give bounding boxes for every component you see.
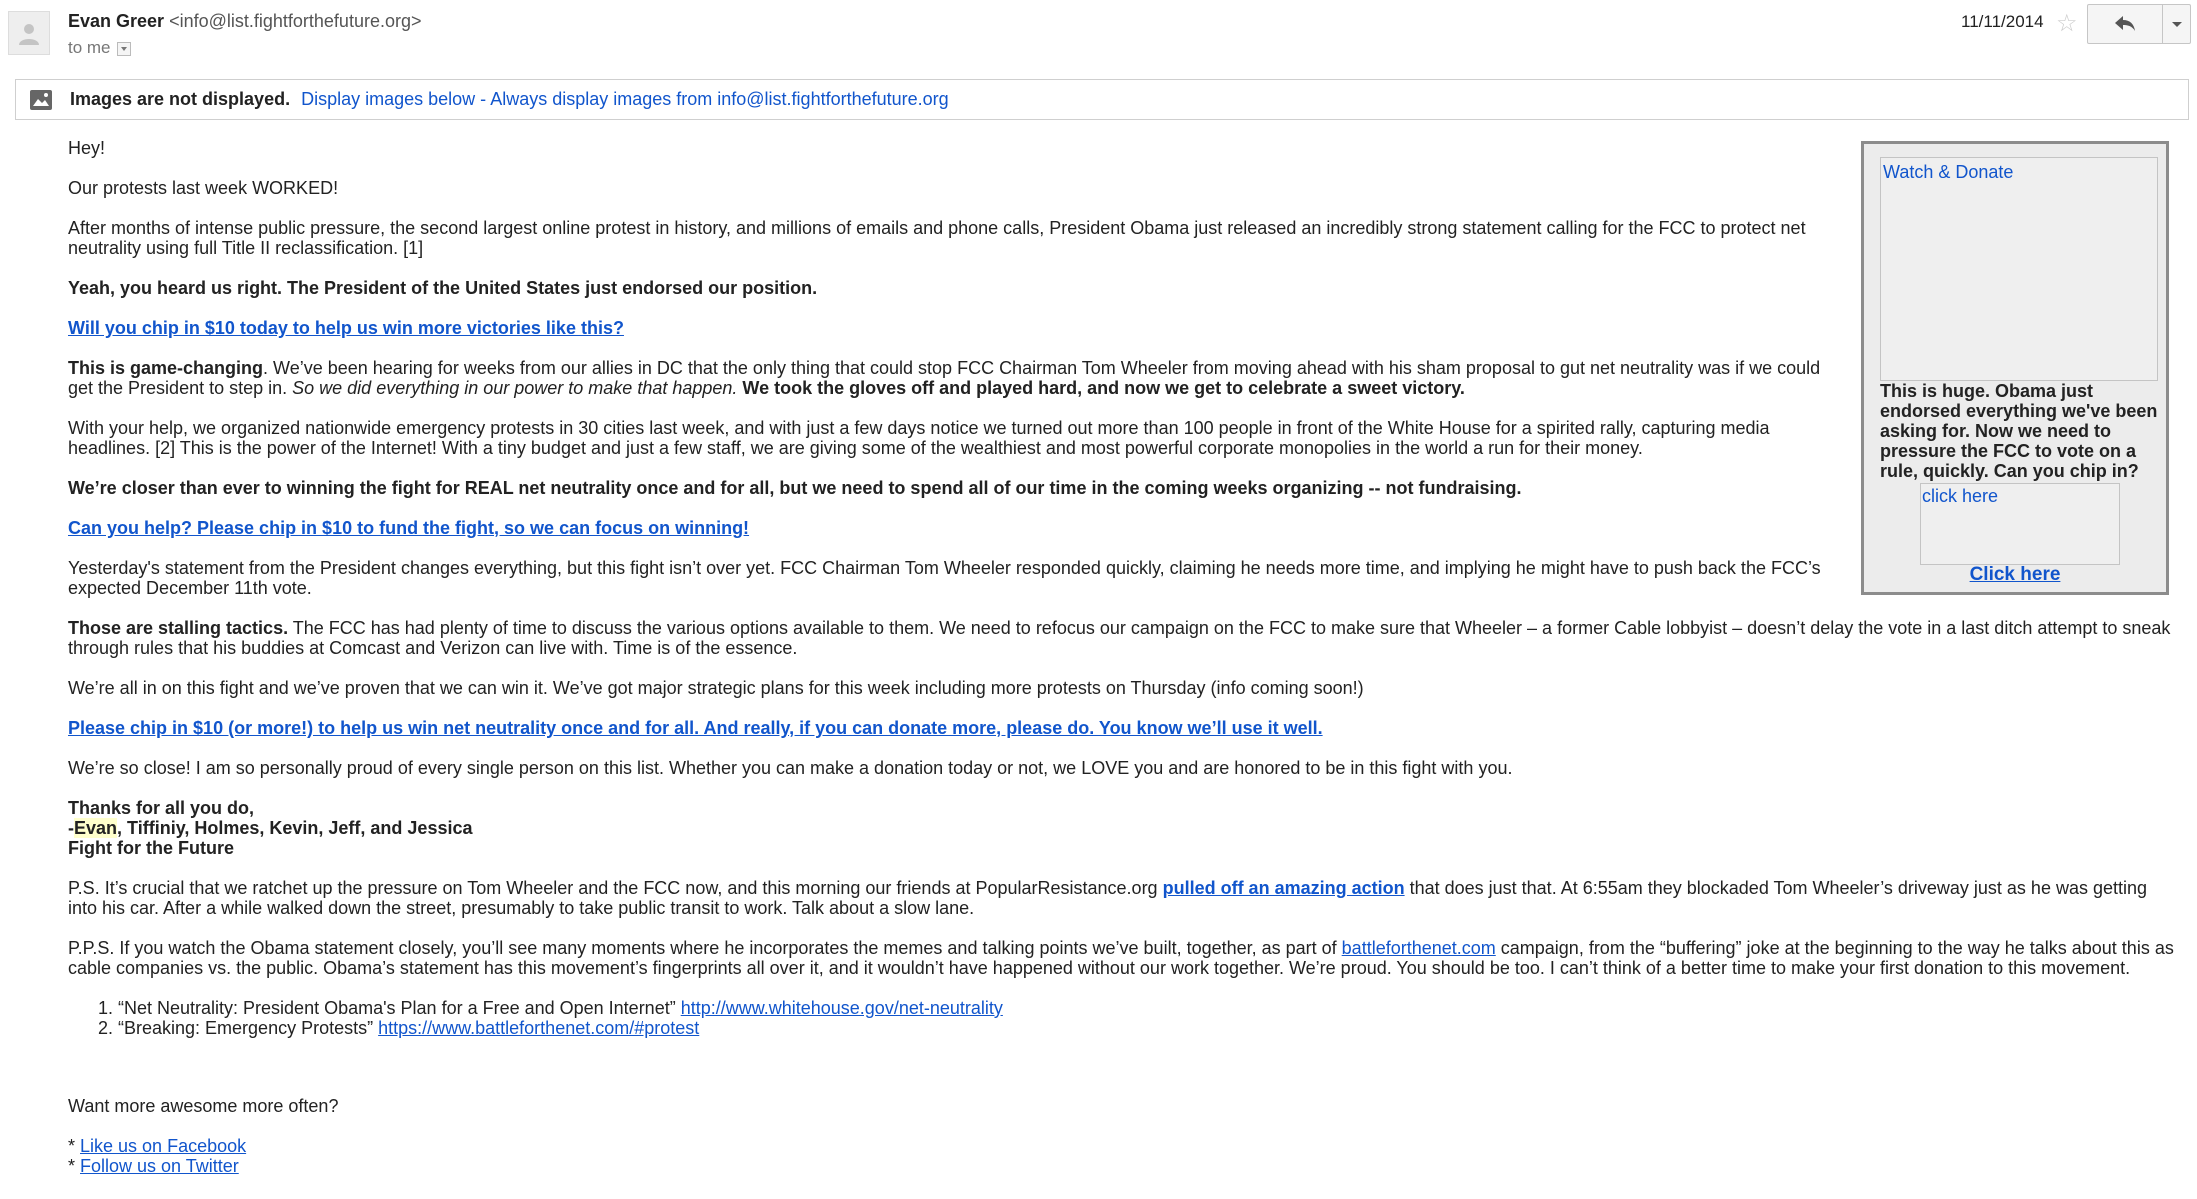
references-list: [68, 998, 2178, 1038]
ps-text-a: P.S. It’s crucial that we ratchet up the pressure on Tom Wheeler and the FCC now, and this morning our friends at PopularResistance.org: [68, 878, 1163, 898]
paragraph-8: [68, 618, 2178, 658]
recipient-label: to me: [68, 38, 111, 57]
amazing-action-link[interactable]: pulled off an amazing action: [1162, 878, 1405, 898]
paragraph-6: We’re closer than ever to winning the fight for REAL net neutrality once and for all, but we need to spend all of our time in the coming weeks organizing -- not fundraising.: [68, 478, 1522, 498]
reference-item: [118, 998, 2178, 1018]
reply-button-group: [2087, 4, 2191, 44]
donate-link-2[interactable]: Can you help? Please chip in $10 to fund the fight, so we can focus on winning!: [68, 518, 750, 538]
donate-link-3[interactable]: Please chip in $10 (or more!) to help us win net neutrality once and for all. And really, if you can donate more, please do. You know we’ll use it well.: [68, 718, 1323, 738]
more-awesome: Want more awesome more often?: [68, 1096, 339, 1116]
postscript: [68, 878, 2178, 918]
twitter-link[interactable]: Follow us on Twitter: [80, 1156, 239, 1176]
sender-avatar: [8, 11, 50, 55]
greeting: Hey!: [68, 138, 106, 158]
display-images-link[interactable]: Display images below: [301, 89, 476, 109]
pps-text-a: P.P.S. If you watch the Obama statement closely, you’ll see many moments where he incorporates the memes and talking points we’ve built, together, as part of: [68, 938, 1342, 958]
reference-item: [118, 1018, 2178, 1038]
bullet: *: [68, 1136, 81, 1156]
ps-text-b: that does just that. At 6:55am they blockaded Tom Wheeler’s driveway just as he was getting into his car. After a while walked down the street, presumably to take public transit to work. Talk about a slow lane.: [68, 878, 2148, 918]
click-here-link[interactable]: Click here: [1969, 564, 2061, 585]
signature-names: , Tiffiniy, Holmes, Kevin, Jeff, and Jessica: [117, 818, 473, 838]
sender: [68, 11, 422, 32]
p4-text: . We’ve been hearing for weeks from our allies in DC that the only thing that could stop FCC Chairman Tom Wheeler from moving ahead with his sham proposal to gut net neutrality was if we could get the President to step in.: [68, 358, 1821, 398]
watch-donate-link[interactable]: Watch & Donate: [1883, 162, 2014, 182]
click-here-image-link[interactable]: click here: [1922, 486, 1999, 506]
signature-line-1: Thanks for all you do,: [68, 798, 255, 818]
reference-link[interactable]: https://www.battleforthenet.com/#protest: [378, 1018, 700, 1038]
paragraph-4: [68, 358, 1823, 398]
p4-bold-2: We took the gloves off and played hard, and now we get to celebrate a sweet victory.: [737, 378, 1465, 398]
social-links: [68, 1136, 2178, 1176]
p4-italic: So we did everything in our power to make that happen.: [292, 378, 738, 398]
message-date: 11/11/2014: [1961, 12, 2044, 31]
reference-title: “Net Neutrality: President Obama's Plan for a Free and Open Internet”: [118, 998, 681, 1018]
paragraph-7: Yesterday's statement from the President changes everything, but this fight isn’t over yet. FCC Chairman Tom Wheeler responded quickly, claiming he needs more time, and implying he might have to push back the FCC’s expected December 11th vote.: [68, 558, 1821, 598]
donate-link-1[interactable]: Will you chip in $10 today to help us win more victories like this?: [68, 318, 624, 338]
details-dropdown-icon[interactable]: [117, 42, 131, 56]
paragraph-5: With your help, we organized nationwide emergency protests in 30 cities last week, and with just a few days notice we turned out more than 100 people in front of the White House for a spirited rally, capturing media headlines. [2] This is the power of the Internet! With a tiny budget and just a few staff, we are giving some of the wealthiest and most powerful corporate monopolies in the world a run for their money.: [68, 418, 1770, 458]
email-body: [68, 138, 2178, 1176]
post-postscript: [68, 938, 2178, 978]
bullet: *: [68, 1156, 81, 1176]
paragraph-10: We’re so close! I am so personally proud of every single person on this list. Whether you can make a donation today or not, we LOVE you and are honored to be in this fight with you.: [68, 758, 1513, 778]
signature-org: Fight for the Future: [68, 838, 234, 858]
more-options-button[interactable]: [2163, 5, 2191, 43]
link-separator: -: [475, 89, 491, 109]
paragraph-9: We’re all in on this fight and we’ve proven that we can win it. We’ve got major strategic plans for this week including more protests on Thursday (info coming soon!): [68, 678, 1364, 698]
images-warning: Images are not displayed.: [70, 89, 291, 109]
p4-bold: This is game-changing: [68, 358, 264, 378]
recipient-line: [68, 38, 131, 58]
facebook-link[interactable]: Like us on Facebook: [80, 1136, 247, 1156]
signature-evan: Evan: [74, 818, 118, 838]
image-icon: [30, 90, 52, 110]
reference-link[interactable]: http://www.whitehouse.gov/net-neutrality: [680, 998, 1003, 1018]
sidebar-text: This is huge. Obama just endorsed everything we've been asking for. Now we need to pressure the FCC to vote on a rule, quickly. Can you chip in?: [1880, 381, 2158, 481]
p8-bold: Those are stalling tactics.: [68, 618, 289, 638]
reference-title: “Breaking: Emergency Protests”: [118, 1018, 379, 1038]
person-icon: [17, 21, 41, 47]
battleforthenet-link[interactable]: battleforthenet.com: [1341, 938, 1496, 958]
paragraph-3: Yeah, you heard us right. The President of the United States just endorsed our position.: [68, 278, 818, 298]
always-display-link[interactable]: Always display images from info@list.fightforthefuture.org: [490, 89, 949, 109]
star-icon[interactable]: ☆: [2056, 10, 2078, 37]
paragraph-2: After months of intense public pressure, the second largest online protest in history, and millions of emails and phone calls, President Obama just released an incredibly strong statement calling for the FCC to protect net neutrality using full Title II reclassification. [1]: [68, 218, 1806, 258]
images-message: [70, 89, 949, 110]
sender-email: <info@list.fightforthefuture.org>: [169, 11, 422, 31]
paragraph-1: Our protests last week WORKED!: [68, 178, 339, 198]
sender-name[interactable]: Evan Greer: [68, 11, 165, 31]
reply-icon: [2114, 15, 2136, 33]
p8-text: The FCC has had plenty of time to discuss the various options available to them. We need to refocus our campaign on the FCC to make sure that Wheeler – a former Cable lobbyist – doesn’t delay the vote in a last ditch attempt to sneak through rules that his buddies at Comcast and Verizon can live with. Time is of the essence.: [68, 618, 2171, 658]
pps-text-b: campaign, from the “buffering” joke at the beginning to the way he talks about this as cable companies vs. the public. Obama’s statement has this movement’s fingerprints all over it, and it wouldn’t have happened without our work together. We’re proud. You should be too. I can’t think of a better time to make your first donation to this movement.: [68, 938, 2174, 978]
images-not-displayed-bar: [15, 79, 2189, 120]
signature: [68, 798, 2178, 858]
signature-dash: -: [68, 818, 74, 838]
reply-button[interactable]: [2088, 5, 2163, 43]
